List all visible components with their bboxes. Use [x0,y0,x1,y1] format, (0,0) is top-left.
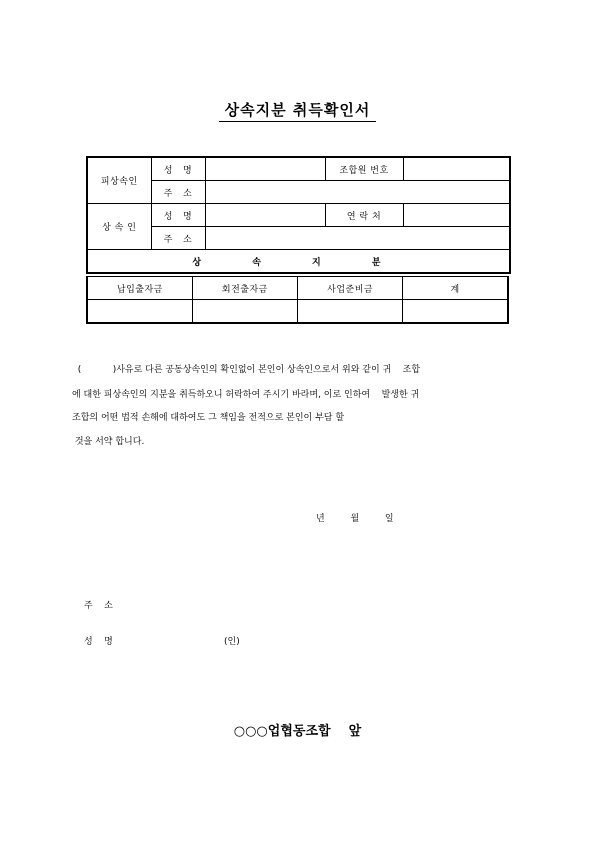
member-no-field[interactable] [403,157,510,181]
document-title [0,99,595,120]
addressee: ○○○업협동조합 앞 [233,724,362,739]
paid-in-capital-field[interactable] [87,300,192,324]
heir-address-field[interactable] [205,227,510,250]
pledge-line-3: 조합의 어떤 법적 손해에 대하여도 그 책임을 전적으로 본인이 부담 할 [72,413,345,423]
contact-field[interactable] [403,204,510,227]
col-rollover-capital: 회전출자금 [192,277,297,300]
pledge-line-4: 것을 서약 합니다. [72,437,145,447]
decedent-name-field[interactable] [205,157,325,181]
pledge-line-2: 에 대한 피상속인의 지분을 취득하오니 허락하여 주시기 바라며, 이로 인하여 발생한 귀 [72,390,420,400]
document-title-text: 상속지분 취득확인서 [219,101,377,122]
rollover-capital-field[interactable] [192,300,297,324]
share-amount-table [86,276,509,324]
heir-name-field[interactable] [205,204,325,227]
pledge-line-1: ( )사유로 다른 공동상속인의 확인없이 본인이 상속인으로서 위와 같이 귀 조합 [72,365,421,375]
seal-mark: (인) [224,637,240,647]
decedent-name-label: 성 명 [151,157,205,181]
decedent-address-label: 주 소 [151,181,205,204]
member-no-label: 조합원 번호 [325,157,403,181]
contact-label: 연 락 처 [325,204,403,227]
heir-name-label: 성 명 [151,204,205,227]
decedent-label: 피상속인 [87,157,151,204]
business-reserve-field[interactable] [298,300,403,324]
share-header: 상 속 지 분 [87,250,510,274]
heir-address-label: 주 소 [151,227,205,250]
decedent-address-field[interactable] [205,181,510,204]
inheritance-form-table [86,156,511,274]
date-line: 년 월 일 [316,514,394,524]
signer-name-label: 성 명 [84,637,113,647]
col-paid-in-capital: 납입출자금 [87,277,192,300]
col-total: 계 [403,277,508,300]
col-business-reserve: 사업준비금 [298,277,403,300]
total-field[interactable] [403,300,508,324]
heir-label: 상 속 인 [87,204,151,250]
signer-address-label: 주 소 [84,601,113,611]
